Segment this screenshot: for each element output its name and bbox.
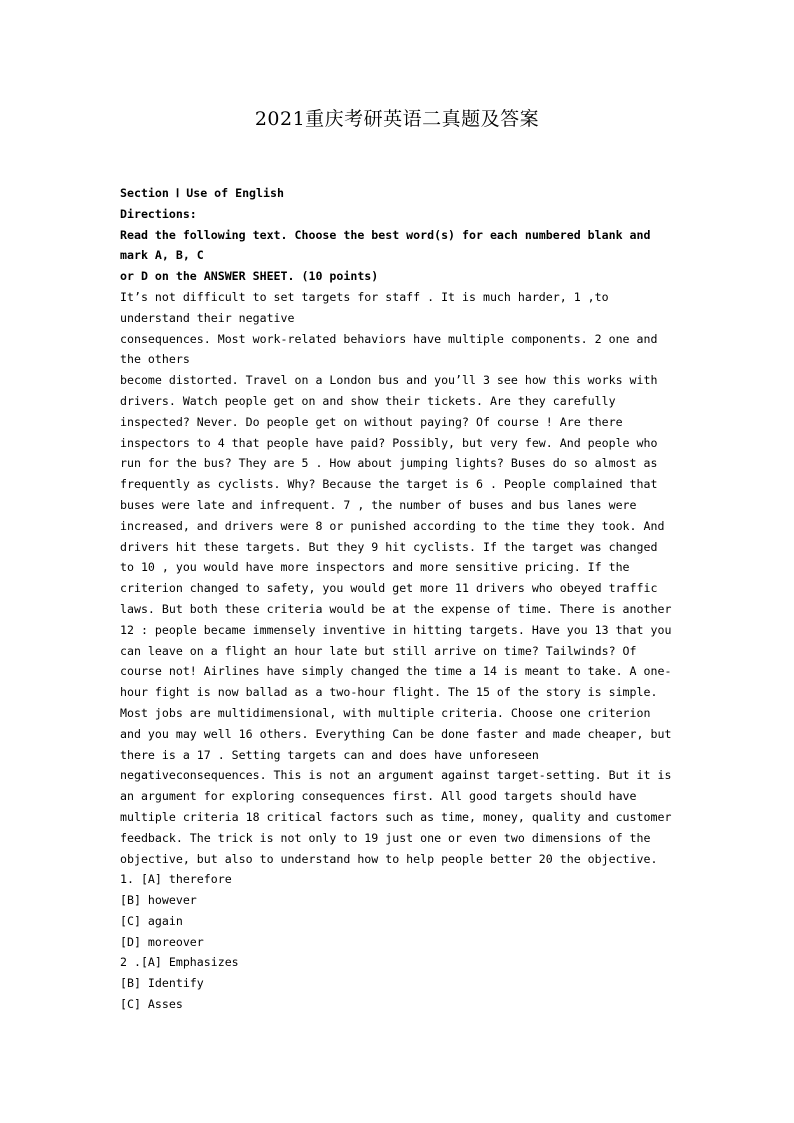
passage-line: inspectors to 4 that people have paid? Possibly, but very few. And people who — [120, 435, 658, 450]
passage-line: multiple criteria 18 critical factors such as time, money, quality and customer — [120, 809, 672, 824]
passage-line: objective, but also to understand how to help people better 20 the objective. — [120, 851, 658, 866]
document-body — [120, 183, 676, 1015]
question-2-option-b: [B] Identify — [120, 976, 204, 991]
passage-line: Most jobs are multidimensional, with multiple criteria. Choose one criterion — [120, 705, 651, 720]
question-2-option-c: [C] Asses — [120, 997, 183, 1012]
passage-line: run for the bus? They are 5 . How about jumping lights? Buses do so almost as — [120, 456, 658, 471]
passage-line: to 10 , you would have more inspectors and more sensitive pricing. If the — [120, 560, 630, 575]
question-1-option-d: [D] moreover — [120, 934, 204, 949]
passage-line: there is a 17 . Setting targets can and does have unforeseen — [120, 747, 539, 762]
passage-line: buses were late and infrequent. 7 , the number of buses and bus lanes were — [120, 497, 637, 512]
directions-label: Directions: — [120, 206, 197, 221]
document-title: 2021重庆考研英语二真题及答案 — [254, 108, 540, 130]
passage-line: can leave on a flight an hour late but still arrive on time? Tailwinds? Of — [120, 643, 637, 658]
passage-line: course not! Airlines have simply changed the time a 14 is meant to take. A one- — [120, 664, 672, 679]
directions-line: mark A, B, C — [120, 248, 204, 263]
passage-line: negativeconsequences. This is not an argument against target-setting. But it is — [120, 768, 672, 783]
passage-line: consequences. Most work-related behaviors have multiple components. 2 one and — [120, 331, 658, 346]
question-1-option-a: 1. [A] therefore — [120, 872, 232, 887]
passage-line: the others — [120, 352, 190, 367]
passage-line: and you may well 16 others. Everything Can be done faster and made cheaper, but — [120, 726, 672, 741]
directions-line: Read the following text. Choose the best word(s) for each numbered blank and — [120, 227, 651, 242]
passage-line: frequently as cyclists. Why? Because the target is 6 . People complained that — [120, 477, 658, 492]
question-2-option-a: 2 .[A] Emphasizes — [120, 955, 239, 970]
section-heading: Section Ⅰ Use of English — [120, 186, 284, 200]
passage-line: become distorted. Travel on a London bus and you’ll 3 see how this works with — [120, 373, 658, 388]
passage-line: increased, and drivers were 8 or punished according to the time they took. And — [120, 518, 665, 533]
passage-line: criterion changed to safety, you would get more 11 drivers who obeyed traffic — [120, 581, 658, 596]
passage-line: It’s not difficult to set targets for staff . It is much harder, 1 ,to — [120, 289, 609, 304]
passage-line: hour fight is now ballad as a two-hour flight. The 15 of the story is simple. — [120, 685, 658, 700]
passage-line: feedback. The trick is not only to 19 just one or even two dimensions of the — [120, 830, 651, 845]
passage-line: inspected? Never. Do people get on without paying? Of course ! Are there — [120, 414, 623, 429]
passage-line: 12 : people became immensely inventive in hitting targets. Have you 13 that you — [120, 622, 672, 637]
directions-line: or D on the ANSWER SHEET. (10 points) — [120, 269, 379, 284]
passage-line: understand their negative — [120, 310, 295, 325]
question-1-option-b: [B] however — [120, 893, 197, 908]
passage-line: an argument for exploring consequences first. All good targets should have — [120, 789, 637, 804]
passage-line: laws. But both these criteria would be at the expense of time. There is another — [120, 601, 672, 616]
passage-line: drivers. Watch people get on and show their tickets. Are they carefully — [120, 393, 616, 408]
passage-line: drivers hit these targets. But they 9 hit cyclists. If the target was changed — [120, 539, 658, 554]
question-1-option-c: [C] again — [120, 913, 183, 928]
